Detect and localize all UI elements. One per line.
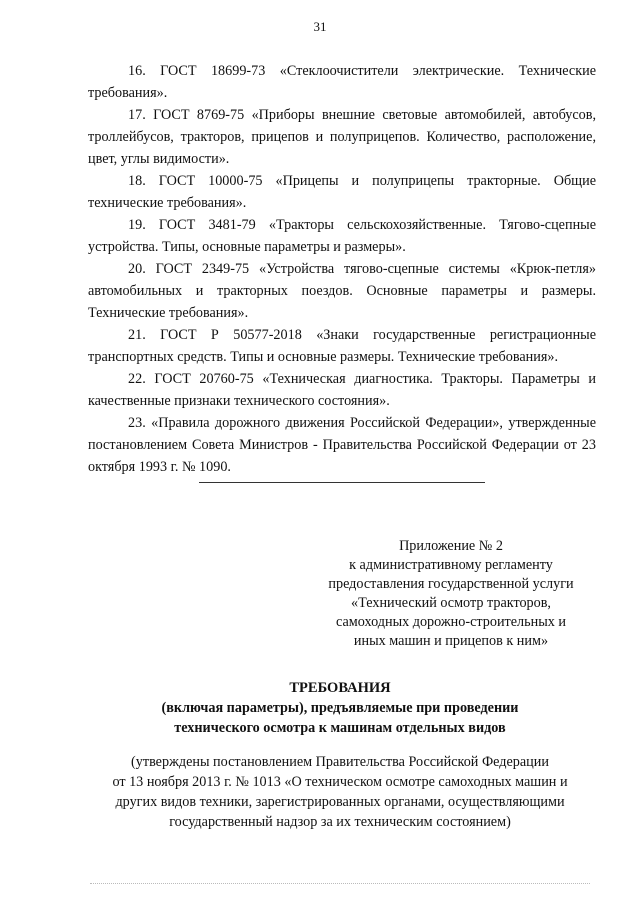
approval-line: (утверждены постановлением Правительства Российской Федерации xyxy=(131,754,549,770)
appendix-line: самоходных дорожно-строительных и xyxy=(336,614,566,630)
reference-item: 16. ГОСТ 18699-73 «Стеклоочистители электрические. Технические требования». xyxy=(88,63,596,101)
reference-item: 22. ГОСТ 20760-75 «Техническая диагностика. Тракторы. Параметры и качественные признаки технического состояния». xyxy=(88,371,596,409)
appendix-line: предоставления государственной услуги xyxy=(328,576,574,592)
reference-item: 23. «Правила дорожного движения Российской Федерации», утвержденные постановлением Совета Министров - Правительства Российской Федерации от 23 октября 1993 г. № 1090. xyxy=(88,415,596,475)
scan-artifact-line xyxy=(90,883,590,884)
appendix-line: к административному регламенту xyxy=(349,557,553,573)
approval-line: других видов техники, зарегистрированных органами, осуществляющими xyxy=(115,794,565,810)
reference-item: 17. ГОСТ 8769-75 «Приборы внешние световые автомобилей, автобусов, троллейбусов, тракторов, прицепов и полуприцепов. Количество, расположение, цвет, углы видимости». xyxy=(88,107,596,167)
reference-item: 21. ГОСТ Р 50577-2018 «Знаки государственные регистрационные транспортных средств. Типы и основные размеры. Технические требования». xyxy=(88,327,596,365)
references-list xyxy=(88,60,596,478)
page-number: 31 xyxy=(313,19,327,34)
appendix-line: Приложение № 2 xyxy=(399,538,503,554)
appendix-line: «Технический осмотр тракторов, xyxy=(351,595,551,611)
reference-item: 19. ГОСТ 3481-79 «Тракторы сельскохозяйственные. Тягово-сцепные устройства. Типы, основные параметры и размеры». xyxy=(88,217,596,255)
reference-item: 18. ГОСТ 10000-75 «Прицепы и полуприцепы тракторные. Общие технические требования». xyxy=(88,173,596,211)
approval-line: от 13 ноября 2013 г. № 1013 «О техническом осмотре самоходных машин и xyxy=(112,774,568,790)
requirements-title: ТРЕБОВАНИЯ xyxy=(289,680,391,696)
section-divider xyxy=(199,482,485,483)
approval-line: государственный надзор за их техническим состоянием) xyxy=(169,814,511,830)
appendix-line: иных машин и прицепов к ним» xyxy=(353,633,549,649)
reference-item: 20. ГОСТ 2349-75 «Устройства тягово-сцепные системы «Крюк-петля» автомобильных и тракторных поездов. Основные параметры и размеры. Технические требования». xyxy=(88,261,596,321)
approval-note xyxy=(0,752,640,832)
appendix-header xyxy=(300,537,602,651)
subtitle-line: (включая параметры), предъявляемые при проведении xyxy=(161,700,519,716)
subtitle-line: технического осмотра к машинам отдельных видов xyxy=(174,720,506,736)
requirements-subtitle xyxy=(0,698,640,738)
